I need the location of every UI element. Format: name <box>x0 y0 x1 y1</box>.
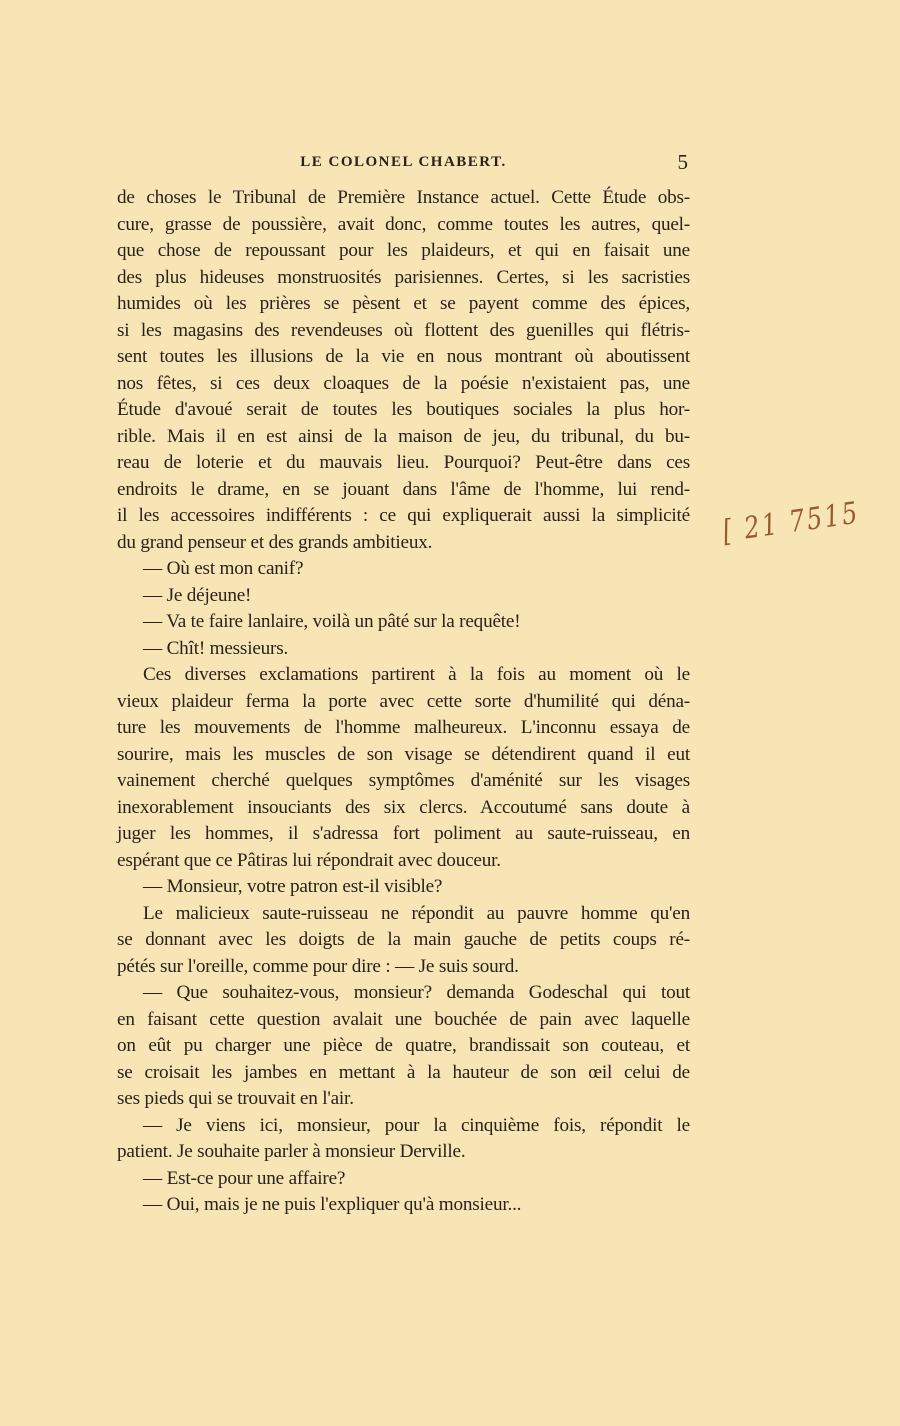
text-line: inexorablement insouciants des six clercs. Accoutumé sans doute à <box>117 796 690 818</box>
text-line: rible. Mais il en est ainsi de la maison de jeu, du tribunal, du bu- <box>117 425 690 447</box>
text-line: ses pieds qui se trouvait en l'air. <box>117 1088 354 1109</box>
text-line: sourire, mais les muscles de son visage se détendirent quand il eut <box>117 743 690 765</box>
text-line: — Où est mon canif? <box>143 558 304 579</box>
text-line: juger les hommes, il s'adressa fort poliment au saute-ruisseau, en <box>117 823 690 844</box>
text-line: humides où les prières se pèsent et se payent comme des épices, <box>117 293 690 314</box>
text-line: du grand penseur et des grands ambitieux. <box>117 531 433 553</box>
text-line: ture les mouvements de l'homme malheureux. L'inconnu essaya de <box>117 717 690 738</box>
text-line: il les accessoires indifférents : ce qui expliquerait aussi la simplicité <box>117 505 690 526</box>
text-line: cure, grasse de poussière, avait donc, comme toutes les autres, quel- <box>117 213 690 235</box>
text-line: reau de loterie et du mauvais lieu. Pourquoi? Peut-être dans ces <box>117 452 690 473</box>
text-line: Étude d'avoué serait de toutes les boutiques sociales la plus hor- <box>117 399 690 420</box>
text-line: de choses le Tribunal de Première Instance actuel. Cette Étude obs- <box>117 187 690 208</box>
text-line: des plus hideuses monstruosités parisiennes. Certes, si les sacristies <box>117 266 690 288</box>
text-line: que chose de repoussant pour les plaideurs, et qui en faisait une <box>117 240 690 261</box>
body-text <box>117 185 690 1219</box>
text-line: — Je déjeune! <box>143 584 252 606</box>
text-line: — Est-ce pour une affaire? <box>143 1167 346 1189</box>
text-line: se donnant avec les doigts de la main gauche de petits coups ré- <box>117 929 690 950</box>
text-line: se croisait les jambes en mettant à la hauteur de son œil celui de <box>117 1061 690 1083</box>
text-line: vainement cherché quelques symptômes d'aménité sur les visages <box>117 770 690 791</box>
text-line: sent toutes les illusions de la vie en nous montrant où aboutissent <box>117 346 690 367</box>
text-line: — Va te faire lanlaire, voilà un pâté sur la requête! <box>143 611 521 632</box>
text-line: — Que souhaitez-vous, monsieur? demanda Godeschal qui tout <box>143 982 690 1003</box>
text-line: — Monsieur, votre patron est-il visible? <box>143 876 443 897</box>
text-line: — Oui, mais je ne puis l'expliquer qu'à monsieur... <box>143 1194 522 1215</box>
text-line: Ces diverses exclamations partirent à la fois au moment où le <box>143 664 690 685</box>
text-line: endroits le drame, en se jouant dans l'âme de l'homme, lui rend- <box>117 478 690 500</box>
text-line: vieux plaideur ferma la porte avec cette sorte d'humilité qui déna- <box>117 690 690 712</box>
page-number: 5 <box>677 150 688 174</box>
text-line: si les magasins des revendeuses où flottent des guenilles qui flétris- <box>117 319 690 341</box>
text-line: patient. Je souhaite parler à monsieur Derville. <box>117 1141 466 1162</box>
page-header <box>117 150 690 176</box>
text-line: Le malicieux saute-ruisseau ne répondit au pauvre homme qu'en <box>143 902 690 924</box>
text-line: nos fêtes, si ces deux cloaques de la poésie n'existaient pas, une <box>117 372 690 394</box>
handwritten-margin-annotation: [ 21 7515 <box>720 495 862 550</box>
text-line: — Je viens ici, monsieur, pour la cinquième fois, répondit le <box>143 1114 690 1136</box>
text-line: on eût pu charger une pièce de quatre, brandissait son couteau, et <box>117 1035 690 1056</box>
text-line: — Chît! messieurs. <box>143 637 289 659</box>
text-line: pétés sur l'oreille, comme pour dire : — Je suis sourd. <box>117 955 519 977</box>
text-line: espérant que ce Pâtiras lui répondrait avec douceur. <box>117 849 501 871</box>
text-line: en faisant cette question avalait une bouchée de pain avec laquelle <box>117 1008 690 1030</box>
running-title: LE COLONEL CHABERT. <box>300 154 507 170</box>
